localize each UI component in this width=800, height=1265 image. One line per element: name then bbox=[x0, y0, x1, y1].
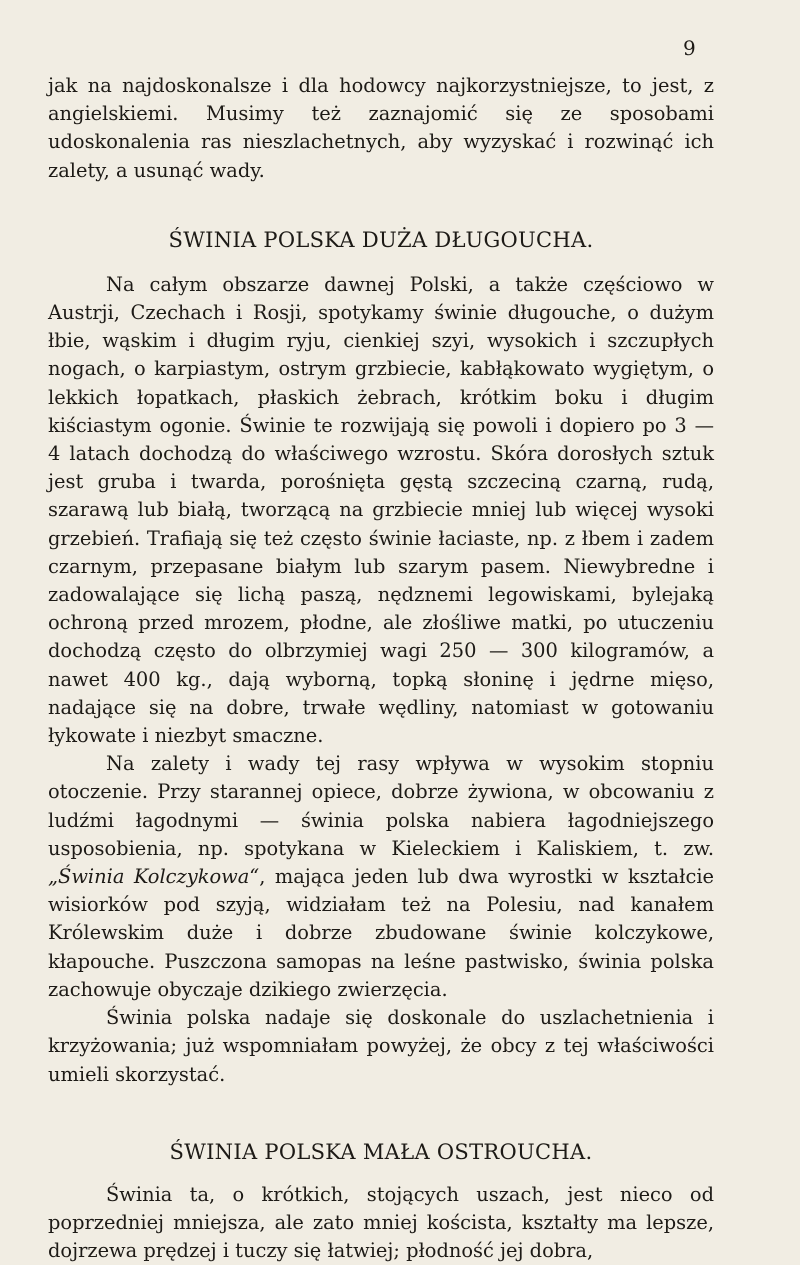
page-number: 9 bbox=[683, 36, 696, 60]
paragraph-environment-start: Na zalety i wady tej rasy wpływa w wysokim stopniu otoczenie. Przy starannej opiece, dobrze żywiona, w obcowaniu z ludźmi łagodnymi — świnia polska nabiera łagodniejszego usposobienia, np. spotykana w Kieleckiem i Kaliskiem, t. zw. bbox=[48, 752, 714, 860]
paragraph-environment bbox=[48, 750, 714, 1004]
section-heading-large-longear: ŚWINIA POLSKA DUŻA DŁUGOUCHA. bbox=[168, 227, 594, 252]
paragraph-small-breed: Świnia ta, o krótkich, stojących uszach, jest nieco od poprzedniej mniejsza, ale zato mniej koścista, kształty ma lepsze, dojrzewa prędzej i tuczy się łatwiej; płodność jej dobra, bbox=[48, 1182, 714, 1263]
section-heading-small-pointedear: ŚWINIA POLSKA MAŁA OSTROUCHA. bbox=[169, 1139, 593, 1164]
breed-name-kolczykowa: „Świnia Kolczykowa“ bbox=[48, 865, 260, 889]
page-text bbox=[48, 72, 714, 1265]
paragraph-crossbreeding: Świnia polska nadaje się doskonale do uszlachetnienia i krzyżowania; już wspomniałam powyżej, że obcy z tej właściwości umieli skorzystać. bbox=[48, 1006, 714, 1086]
intro-paragraph: jak na najdoskonalsze i dla hodowcy najkorzystniejsze, to jest, z angielskiemi. Musimy też zaznajomić się ze sposobami udoskonalenia ras nieszlachetnych, aby wyzyskać i rozwinąć ich zalety, a usunąć wady. bbox=[48, 74, 714, 182]
paragraph-description: Na całym obszarze dawnej Polski, a także częściowo w Austrji, Czechach i Rosji, spotykamy świnie długouche, o dużym łbie, wąskim i długim ryju, cienkiej szyi, wysokich i szczupłych nogach, o karpiastym, ostrym grzbiecie, kabłąkowato wygiętym, o lekkich łopatkach, płaskich żebrach, krótkim boku i długim kiściastym ogonie. Świnie te rozwijają się powoli i dopiero po 3 — 4 latach dochodzą do właściwego wzrostu. Skóra dorosłych sztuk jest gruba i twarda, porośnięta gęstą szczeciną czarną, rudą, szarawą lub białą, tworzącą na grzbiecie mniej lub więcej wysoki grzebień. Trafiają się też często świnie łaciaste, np. z łbem i zadem czarnym, przepasane białym lub szarym pasem. Niewybredne i zadowalające się lichą paszą, nędznemi legowiskami, bylejaką ochroną przed mrozem, płodne, ale złośliwe matki, po utuczeniu dochodzą często do olbrzymiej wagi 250 — 300 kilogramów, a nawet 400 kg., dają wyborną, topką słoninę i jędrne mięso, nadające się na dobre, trwałe wędliny, natomiast w gotowaniu łykowate i niezbyt smaczne. bbox=[48, 272, 714, 748]
paragraph-environment-end: , mająca jeden lub dwa wyrostki w kształcie wisiorków pod szyją, widziałam też na Polesiu, nad kanałem Królewskim duże i dobrze zbudowane świnie kolczykowe, kłapouche. Puszczona samopas na leśne pastwisko, świnia polska zachowuje obyczaje dzikiego zwierzęcia. bbox=[48, 865, 714, 1001]
